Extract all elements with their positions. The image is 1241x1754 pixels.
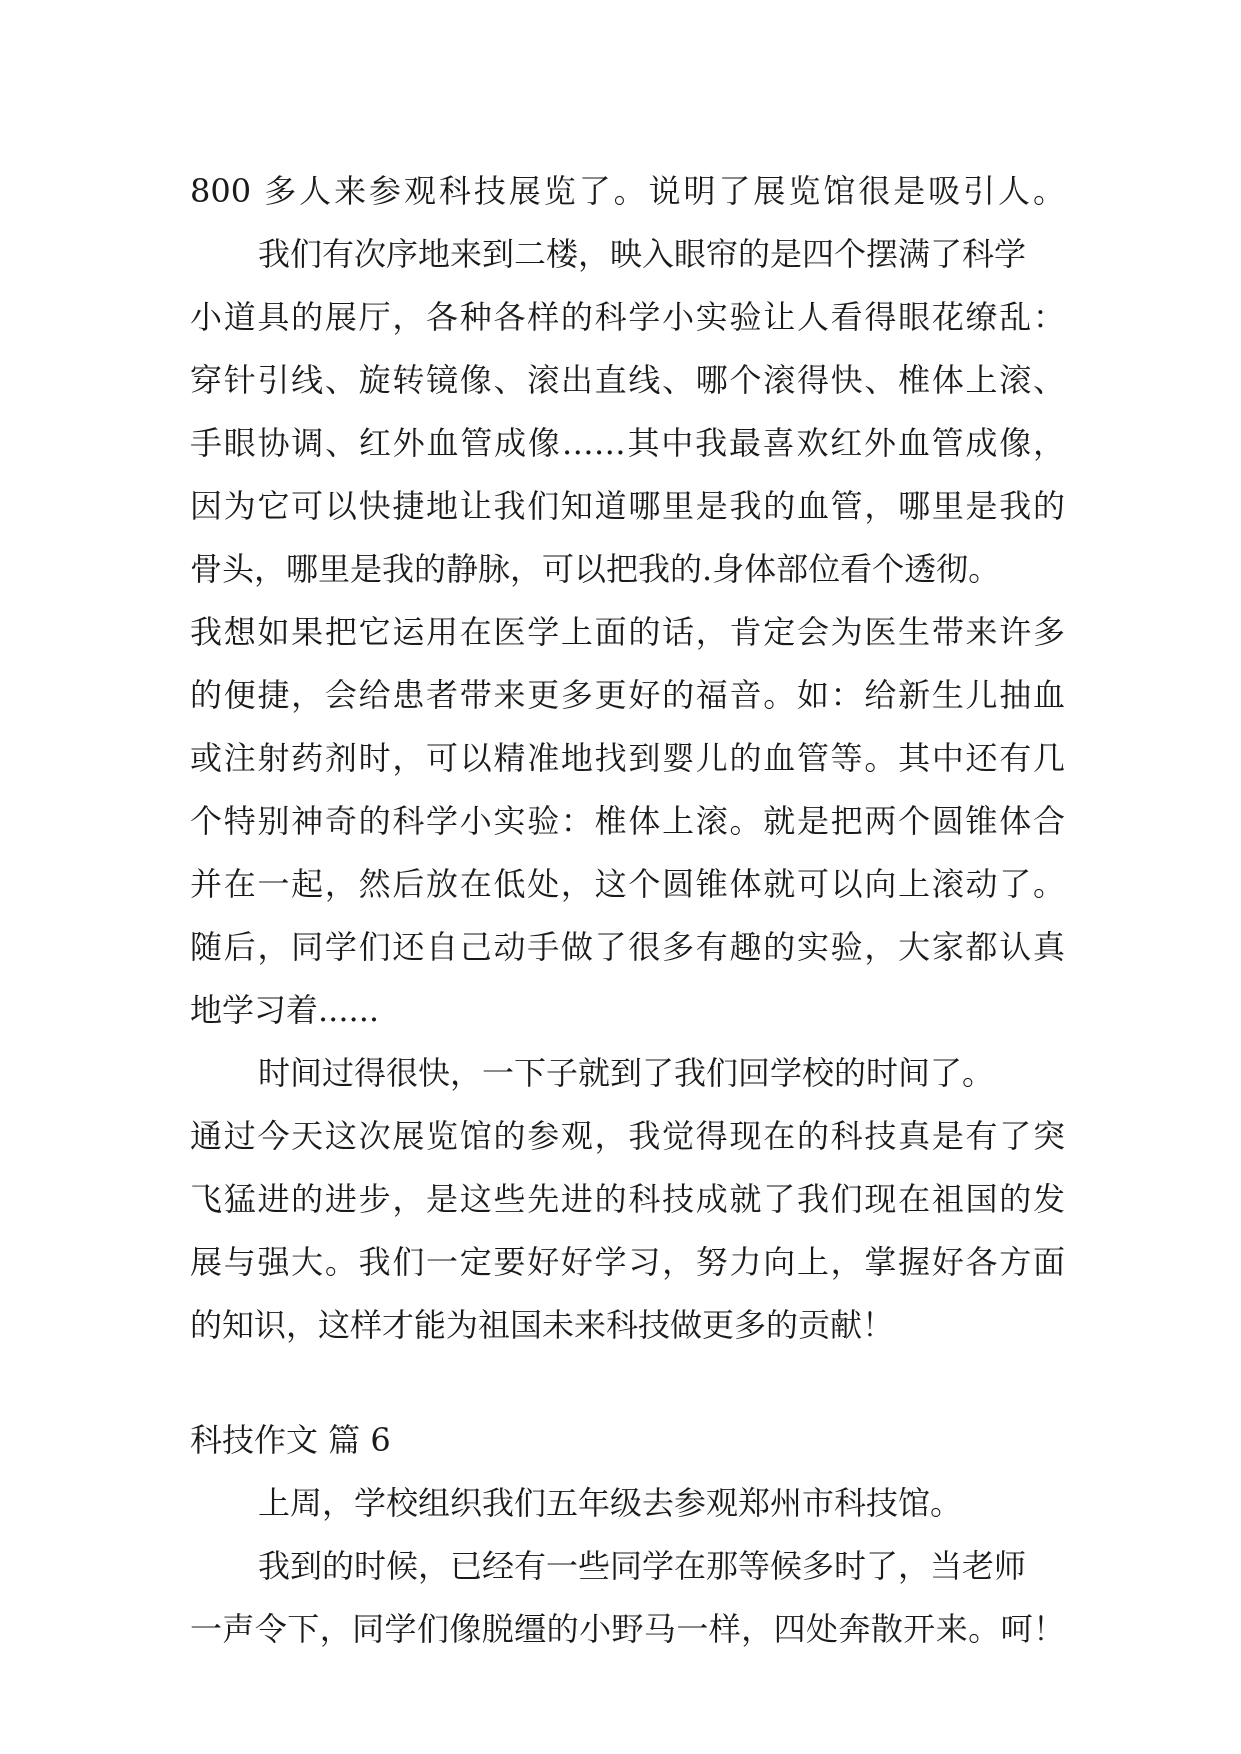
text-line: 并在一起，然后放在低处，这个圆锥体就可以向上滚动了。	[190, 865, 1065, 903]
text-line: 或注射药剂时，可以精准地找到婴儿的血管等。其中还有几	[190, 739, 1065, 777]
text-line: 小道具的展厅，各种各样的科学小实验让人看得眼花缭乱：	[190, 298, 1065, 336]
text-line: 展与强大。我们一定要好好学习，努力向上，掌握好各方面	[190, 1243, 1065, 1281]
text-line: 穿针引线、旋转镜像、滚出直线、哪个滚得快、椎体上滚、	[190, 361, 1065, 399]
text-line: 骨头，哪里是我的静脉，可以把我的.身体部位看个透彻。	[190, 550, 1001, 588]
text-line: 的便捷，会给患者带来更多更好的福音。如：给新生儿抽血	[190, 676, 1065, 714]
text-line: 飞猛进的进步，是这些先进的科技成就了我们现在祖国的发	[190, 1180, 1065, 1218]
text-line: 时间过得很快，一下子就到了我们回学校的时间了。	[258, 1054, 995, 1092]
text-line: 手眼协调、红外血管成像……其中我最喜欢红外血管成像，	[190, 424, 1065, 462]
text-line: 一声令下，同学们像脱缰的小野马一样，四处奔散开来。呵！	[190, 1610, 1065, 1648]
document-body	[190, 160, 1065, 1661]
text-line: 个特别神奇的科学小实验：椎体上滚。就是把两个圆锥体合	[190, 802, 1065, 840]
text-line: 我到的时候，已经有一些同学在那等候多时了，当老师	[258, 1547, 1027, 1585]
text-line: 800 多人来参观科技展览了。说明了展览馆很是吸引人。	[190, 172, 1065, 210]
text-line: 我想如果把它运用在医学上面的话，肯定会为医生带来许多	[190, 613, 1065, 651]
text-line: 因为它可以快捷地让我们知道哪里是我的血管，哪里是我的	[190, 487, 1065, 525]
section-title: 科技作文 篇 6	[190, 1421, 391, 1459]
text-line: 的知识，这样才能为祖国未来科技做更多的贡献！	[190, 1306, 895, 1344]
text-line: 我们有次序地来到二楼，映入眼帘的是四个摆满了科学	[258, 235, 1027, 273]
section-spacer	[190, 1357, 1065, 1409]
text-line: 通过今天这次展览馆的参观，我觉得现在的科技真是有了突	[190, 1117, 1065, 1155]
text-line: 地学习着......	[190, 991, 380, 1029]
text-line: 随后，同学们还自己动手做了很多有趣的实验，大家都认真	[190, 928, 1065, 966]
text-line: 上周，学校组织我们五年级去参观郑州市科技馆。	[258, 1484, 963, 1522]
